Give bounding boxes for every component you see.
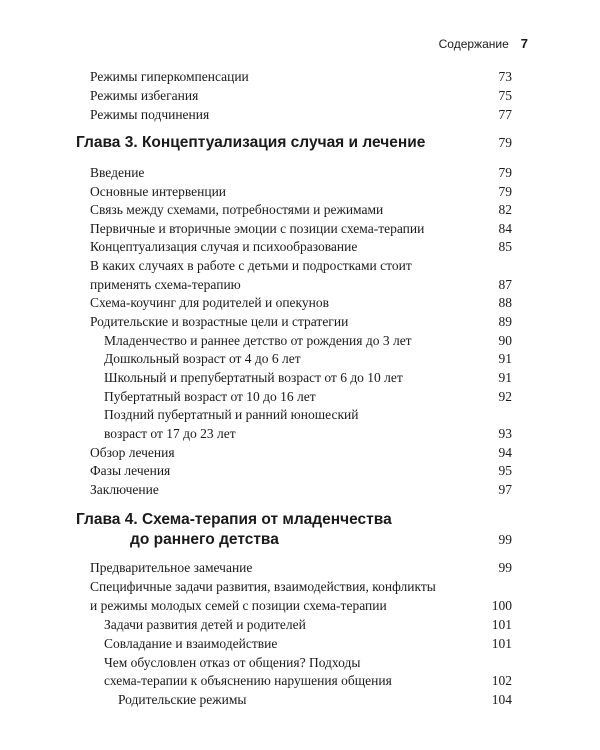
toc-entry-title: Введение (90, 165, 145, 180)
toc-entry-page: 79 (498, 165, 512, 180)
toc-entry-title: Задачи развития детей и родителей (104, 617, 306, 632)
toc-entry-title: Режимы гиперкомпенсации (90, 69, 249, 84)
toc-entry-title: Концептуализация случая и психообразование (90, 239, 358, 254)
toc-entry-title: Школьный и препубертатный возраст от 6 до 10 лет (104, 370, 403, 385)
toc-entry-page: 99 (498, 560, 512, 575)
toc-entry-title: Связь между схемами, потребностями и режимами (90, 202, 384, 217)
toc-entry-page: 102 (491, 673, 512, 688)
toc-entry-page: 89 (498, 314, 512, 329)
toc-entry-page: 90 (498, 333, 512, 348)
toc-entry-page: 92 (498, 389, 512, 404)
toc-entry-title: Схема-коучинг для родителей и опекунов (90, 295, 330, 310)
toc-entry-page: 79 (498, 135, 512, 150)
toc-entry-page: 101 (491, 617, 512, 632)
toc-entry-page: 91 (498, 370, 512, 385)
toc-entry-title: Чем обусловлен отказ от общения? Подходы (104, 655, 361, 670)
toc-entry-page: 94 (498, 445, 512, 460)
toc-entry-title: Обзор лечения (90, 445, 175, 460)
toc-entry-title: Дошкольный возраст от 4 до 6 лет (104, 351, 301, 366)
toc-entry-page: 79 (498, 184, 512, 199)
toc-entry-title: Заключение (90, 482, 159, 497)
toc-entry-title: Предварительное замечание (90, 560, 253, 575)
chapter-title: Глава 3. Концептуализация случая и лечение (76, 134, 426, 151)
toc-entry-page: 88 (498, 295, 512, 310)
toc-entry-page: 101 (491, 636, 512, 651)
toc-entry-title: Специфичные задачи развития, взаимодействия, конфликты (90, 579, 436, 594)
toc-entry-page: 95 (498, 463, 512, 478)
section-title: Содержание (438, 37, 509, 51)
toc-entry-title: В каких случаях в работе с детьми и подростками стоит (90, 258, 412, 273)
toc-entry-page: 77 (498, 107, 512, 122)
toc-entry-title: Младенчество и раннее детство от рождения до 3 лет (104, 333, 412, 348)
toc-entry-title: Режимы подчинения (90, 107, 210, 122)
toc-entry-title: схема-терапии к объяснению нарушения общения (104, 673, 392, 688)
toc-entry-page: 75 (498, 88, 512, 103)
toc-entry-title: Фазы лечения (90, 463, 171, 478)
toc-entry-title: Совладание и взаимодействие (104, 636, 278, 651)
running-header (439, 36, 528, 51)
toc-entry-page: 82 (498, 202, 512, 217)
toc-entry-page: 93 (498, 426, 512, 441)
toc-entry-page: 91 (498, 351, 512, 366)
toc-entry-page: 85 (498, 239, 512, 254)
page-number: 7 (520, 36, 528, 51)
toc-entry-title: Режимы избегания (90, 88, 199, 103)
toc-entry-page: 84 (498, 221, 512, 236)
toc-entry-title: Родительские и возрастные цели и стратегии (90, 314, 349, 329)
toc-entry-title: Родительские режимы (118, 692, 247, 707)
toc-entry-title: Основные интервенции (90, 184, 227, 199)
toc-entry-title: Пубертатный возраст от 10 до 16 лет (104, 389, 316, 404)
toc-entry-page: 87 (498, 277, 512, 292)
toc-entry-page: 100 (491, 598, 512, 613)
chapter-title: Глава 4. Схема-терапия от младенчества (76, 511, 392, 528)
toc-entry-title: возраст от 17 до 23 лет (104, 426, 236, 441)
toc-entry-title: Первичные и вторичные эмоции с позиции схема-терапии (90, 221, 425, 236)
toc-entry-page: 97 (498, 482, 512, 497)
toc-entry-title: применять схема-терапию (90, 277, 241, 292)
toc-entry-page: 73 (498, 69, 512, 84)
toc-entry-page: 104 (491, 692, 512, 707)
toc-entry-title: Поздний пубертатный и ранний юношеский (104, 407, 359, 422)
toc-entry-title: и режимы молодых семей с позиции схема-терапии (90, 598, 387, 613)
toc-entry-page: 99 (498, 532, 512, 547)
chapter-title: до раннего детства (130, 531, 279, 548)
